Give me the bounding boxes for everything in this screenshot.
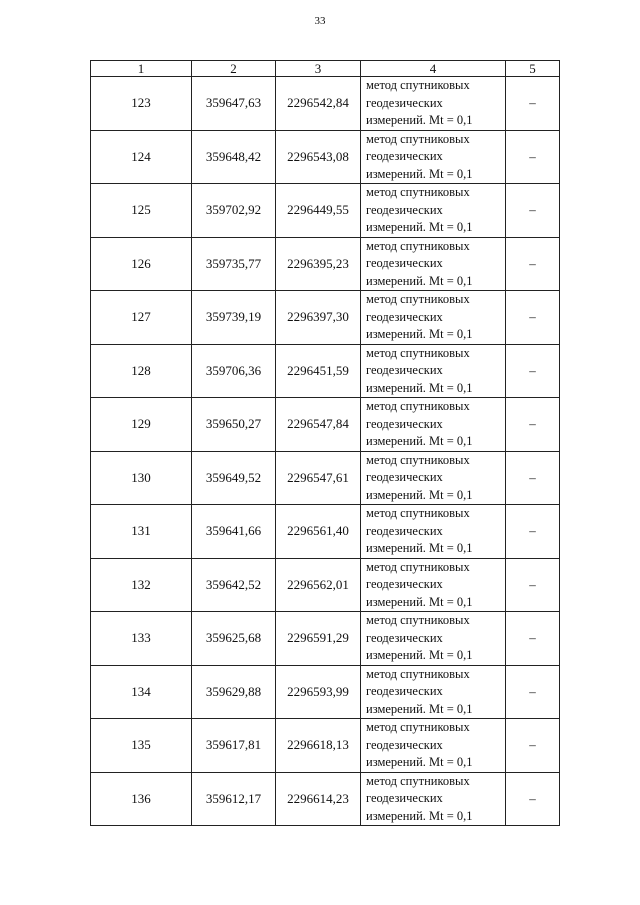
x-coordinate-cell: 359649,52 (192, 451, 276, 505)
note-cell: – (506, 184, 560, 238)
x-coordinate-cell: 359641,66 (192, 505, 276, 559)
note-cell: – (506, 398, 560, 452)
method-cell (361, 719, 506, 773)
point-number-cell: 124 (91, 130, 192, 184)
method-cell (361, 665, 506, 719)
table-body (91, 77, 560, 826)
method-cell (361, 505, 506, 559)
method-line: измерений. Mt = 0,1 (366, 701, 473, 716)
method-line: измерений. Mt = 0,1 (366, 594, 473, 609)
point-number-cell: 129 (91, 398, 192, 452)
method-line: метод спутниковых (366, 773, 470, 788)
table-row (91, 558, 560, 612)
table-row (91, 505, 560, 559)
method-line: измерений. Mt = 0,1 (366, 755, 473, 769)
y-coordinate-cell: 2296547,84 (276, 398, 361, 452)
y-coordinate-cell: 2296543,08 (276, 130, 361, 184)
point-number-cell: 134 (91, 665, 192, 719)
method-cell (361, 237, 506, 291)
method-cell (361, 772, 506, 826)
x-coordinate-cell: 359648,42 (192, 130, 276, 184)
table-row (91, 398, 560, 452)
note-cell: – (506, 719, 560, 773)
method-cell (361, 398, 506, 452)
method-line: геодезических (366, 309, 443, 324)
table-row (91, 77, 560, 131)
point-number-cell: 127 (91, 291, 192, 345)
y-coordinate-cell: 2296593,99 (276, 665, 361, 719)
table-row (91, 344, 560, 398)
method-line: измерений. Mt = 0,1 (366, 434, 473, 448)
method-line: геодезических (366, 95, 443, 110)
method-line: измерений. Mt = 0,1 (366, 113, 473, 127)
x-coordinate-cell: 359650,27 (192, 398, 276, 452)
x-coordinate-cell: 359735,77 (192, 237, 276, 291)
method-line: измерений. Mt = 0,1 (366, 380, 473, 395)
method-line: метод спутниковых (366, 399, 470, 413)
y-coordinate-cell: 2296591,29 (276, 612, 361, 666)
method-line: метод спутниковых (366, 131, 470, 146)
x-coordinate-cell: 359629,88 (192, 665, 276, 719)
method-line: геодезических (366, 256, 443, 270)
table-row (91, 237, 560, 291)
method-line: геодезических (366, 470, 443, 484)
point-number-cell: 135 (91, 719, 192, 773)
y-coordinate-cell: 2296614,23 (276, 772, 361, 826)
point-number-cell: 123 (91, 77, 192, 131)
method-line: метод спутниковых (366, 185, 470, 199)
y-coordinate-cell: 2296395,23 (276, 237, 361, 291)
method-line: измерений. Mt = 0,1 (366, 648, 473, 662)
table-row (91, 184, 560, 238)
method-line: геодезических (366, 202, 443, 217)
table-row (91, 291, 560, 345)
point-number-cell: 131 (91, 505, 192, 559)
method-line: геодезических (366, 416, 443, 431)
header-cell-5: 5 (506, 61, 560, 77)
y-coordinate-cell: 2296451,59 (276, 344, 361, 398)
note-cell: – (506, 772, 560, 826)
method-line: метод спутниковых (366, 292, 470, 306)
note-cell: – (506, 130, 560, 184)
method-line: измерений. Mt = 0,1 (366, 166, 473, 181)
method-line: геодезических (366, 684, 443, 698)
point-number-cell: 136 (91, 772, 192, 826)
page-number: 33 (314, 15, 326, 27)
method-cell (361, 77, 506, 131)
x-coordinate-cell: 359612,17 (192, 772, 276, 826)
method-line: геодезических (366, 737, 443, 752)
y-coordinate-cell: 2296547,61 (276, 451, 361, 505)
point-number-cell: 125 (91, 184, 192, 238)
method-cell (361, 130, 506, 184)
method-line: метод спутниковых (366, 559, 470, 574)
note-cell: – (506, 344, 560, 398)
y-coordinate-cell: 2296397,30 (276, 291, 361, 345)
x-coordinate-cell: 359625,68 (192, 612, 276, 666)
method-line: метод спутниковых (366, 78, 470, 92)
method-line: геодезических (366, 630, 443, 645)
method-line: измерений. Mt = 0,1 (366, 220, 473, 234)
header-row (91, 61, 560, 77)
table-row (91, 451, 560, 505)
method-line: метод спутниковых (366, 238, 470, 253)
table-header (91, 61, 560, 77)
table-row (91, 719, 560, 773)
method-line: геодезических (366, 523, 443, 538)
method-cell (361, 291, 506, 345)
header-cell-4: 4 (361, 61, 506, 77)
x-coordinate-cell: 359706,36 (192, 344, 276, 398)
method-line: измерений. Mt = 0,1 (366, 487, 473, 502)
coordinates-table (90, 60, 560, 826)
table-row (91, 665, 560, 719)
method-line: геодезических (366, 149, 443, 163)
point-number-cell: 132 (91, 558, 192, 612)
header-cell-1: 1 (91, 61, 192, 77)
method-line: метод спутниковых (366, 345, 470, 360)
point-number-cell: 133 (91, 612, 192, 666)
x-coordinate-cell: 359647,63 (192, 77, 276, 131)
note-cell: – (506, 237, 560, 291)
method-cell (361, 558, 506, 612)
method-line: метод спутниковых (366, 506, 470, 520)
method-line: измерений. Mt = 0,1 (366, 273, 473, 288)
table-row (91, 772, 560, 826)
method-cell (361, 344, 506, 398)
table-row (91, 612, 560, 666)
note-cell: – (506, 612, 560, 666)
method-line: измерений. Mt = 0,1 (366, 327, 473, 341)
point-number-cell: 130 (91, 451, 192, 505)
x-coordinate-cell: 359617,81 (192, 719, 276, 773)
method-line: геодезических (366, 363, 443, 377)
method-line: метод спутниковых (366, 666, 470, 681)
method-cell (361, 451, 506, 505)
note-cell: – (506, 291, 560, 345)
method-line: метод спутниковых (366, 720, 470, 734)
point-number-cell: 128 (91, 344, 192, 398)
method-line: геодезических (366, 577, 443, 591)
x-coordinate-cell: 359702,92 (192, 184, 276, 238)
method-line: метод спутниковых (366, 613, 470, 627)
note-cell: – (506, 558, 560, 612)
x-coordinate-cell: 359739,19 (192, 291, 276, 345)
y-coordinate-cell: 2296618,13 (276, 719, 361, 773)
method-cell (361, 184, 506, 238)
x-coordinate-cell: 359642,52 (192, 558, 276, 612)
note-cell: – (506, 505, 560, 559)
table-row (91, 130, 560, 184)
header-cell-3: 3 (276, 61, 361, 77)
header-cell-2: 2 (192, 61, 276, 77)
method-line: измерений. Mt = 0,1 (366, 541, 473, 555)
note-cell: – (506, 451, 560, 505)
note-cell: – (506, 77, 560, 131)
y-coordinate-cell: 2296562,01 (276, 558, 361, 612)
method-line: геодезических (366, 791, 443, 805)
y-coordinate-cell: 2296449,55 (276, 184, 361, 238)
y-coordinate-cell: 2296542,84 (276, 77, 361, 131)
method-line: измерений. Mt = 0,1 (366, 808, 473, 823)
y-coordinate-cell: 2296561,40 (276, 505, 361, 559)
point-number-cell: 126 (91, 237, 192, 291)
method-cell (361, 612, 506, 666)
note-cell: – (506, 665, 560, 719)
method-line: метод спутниковых (366, 452, 470, 467)
